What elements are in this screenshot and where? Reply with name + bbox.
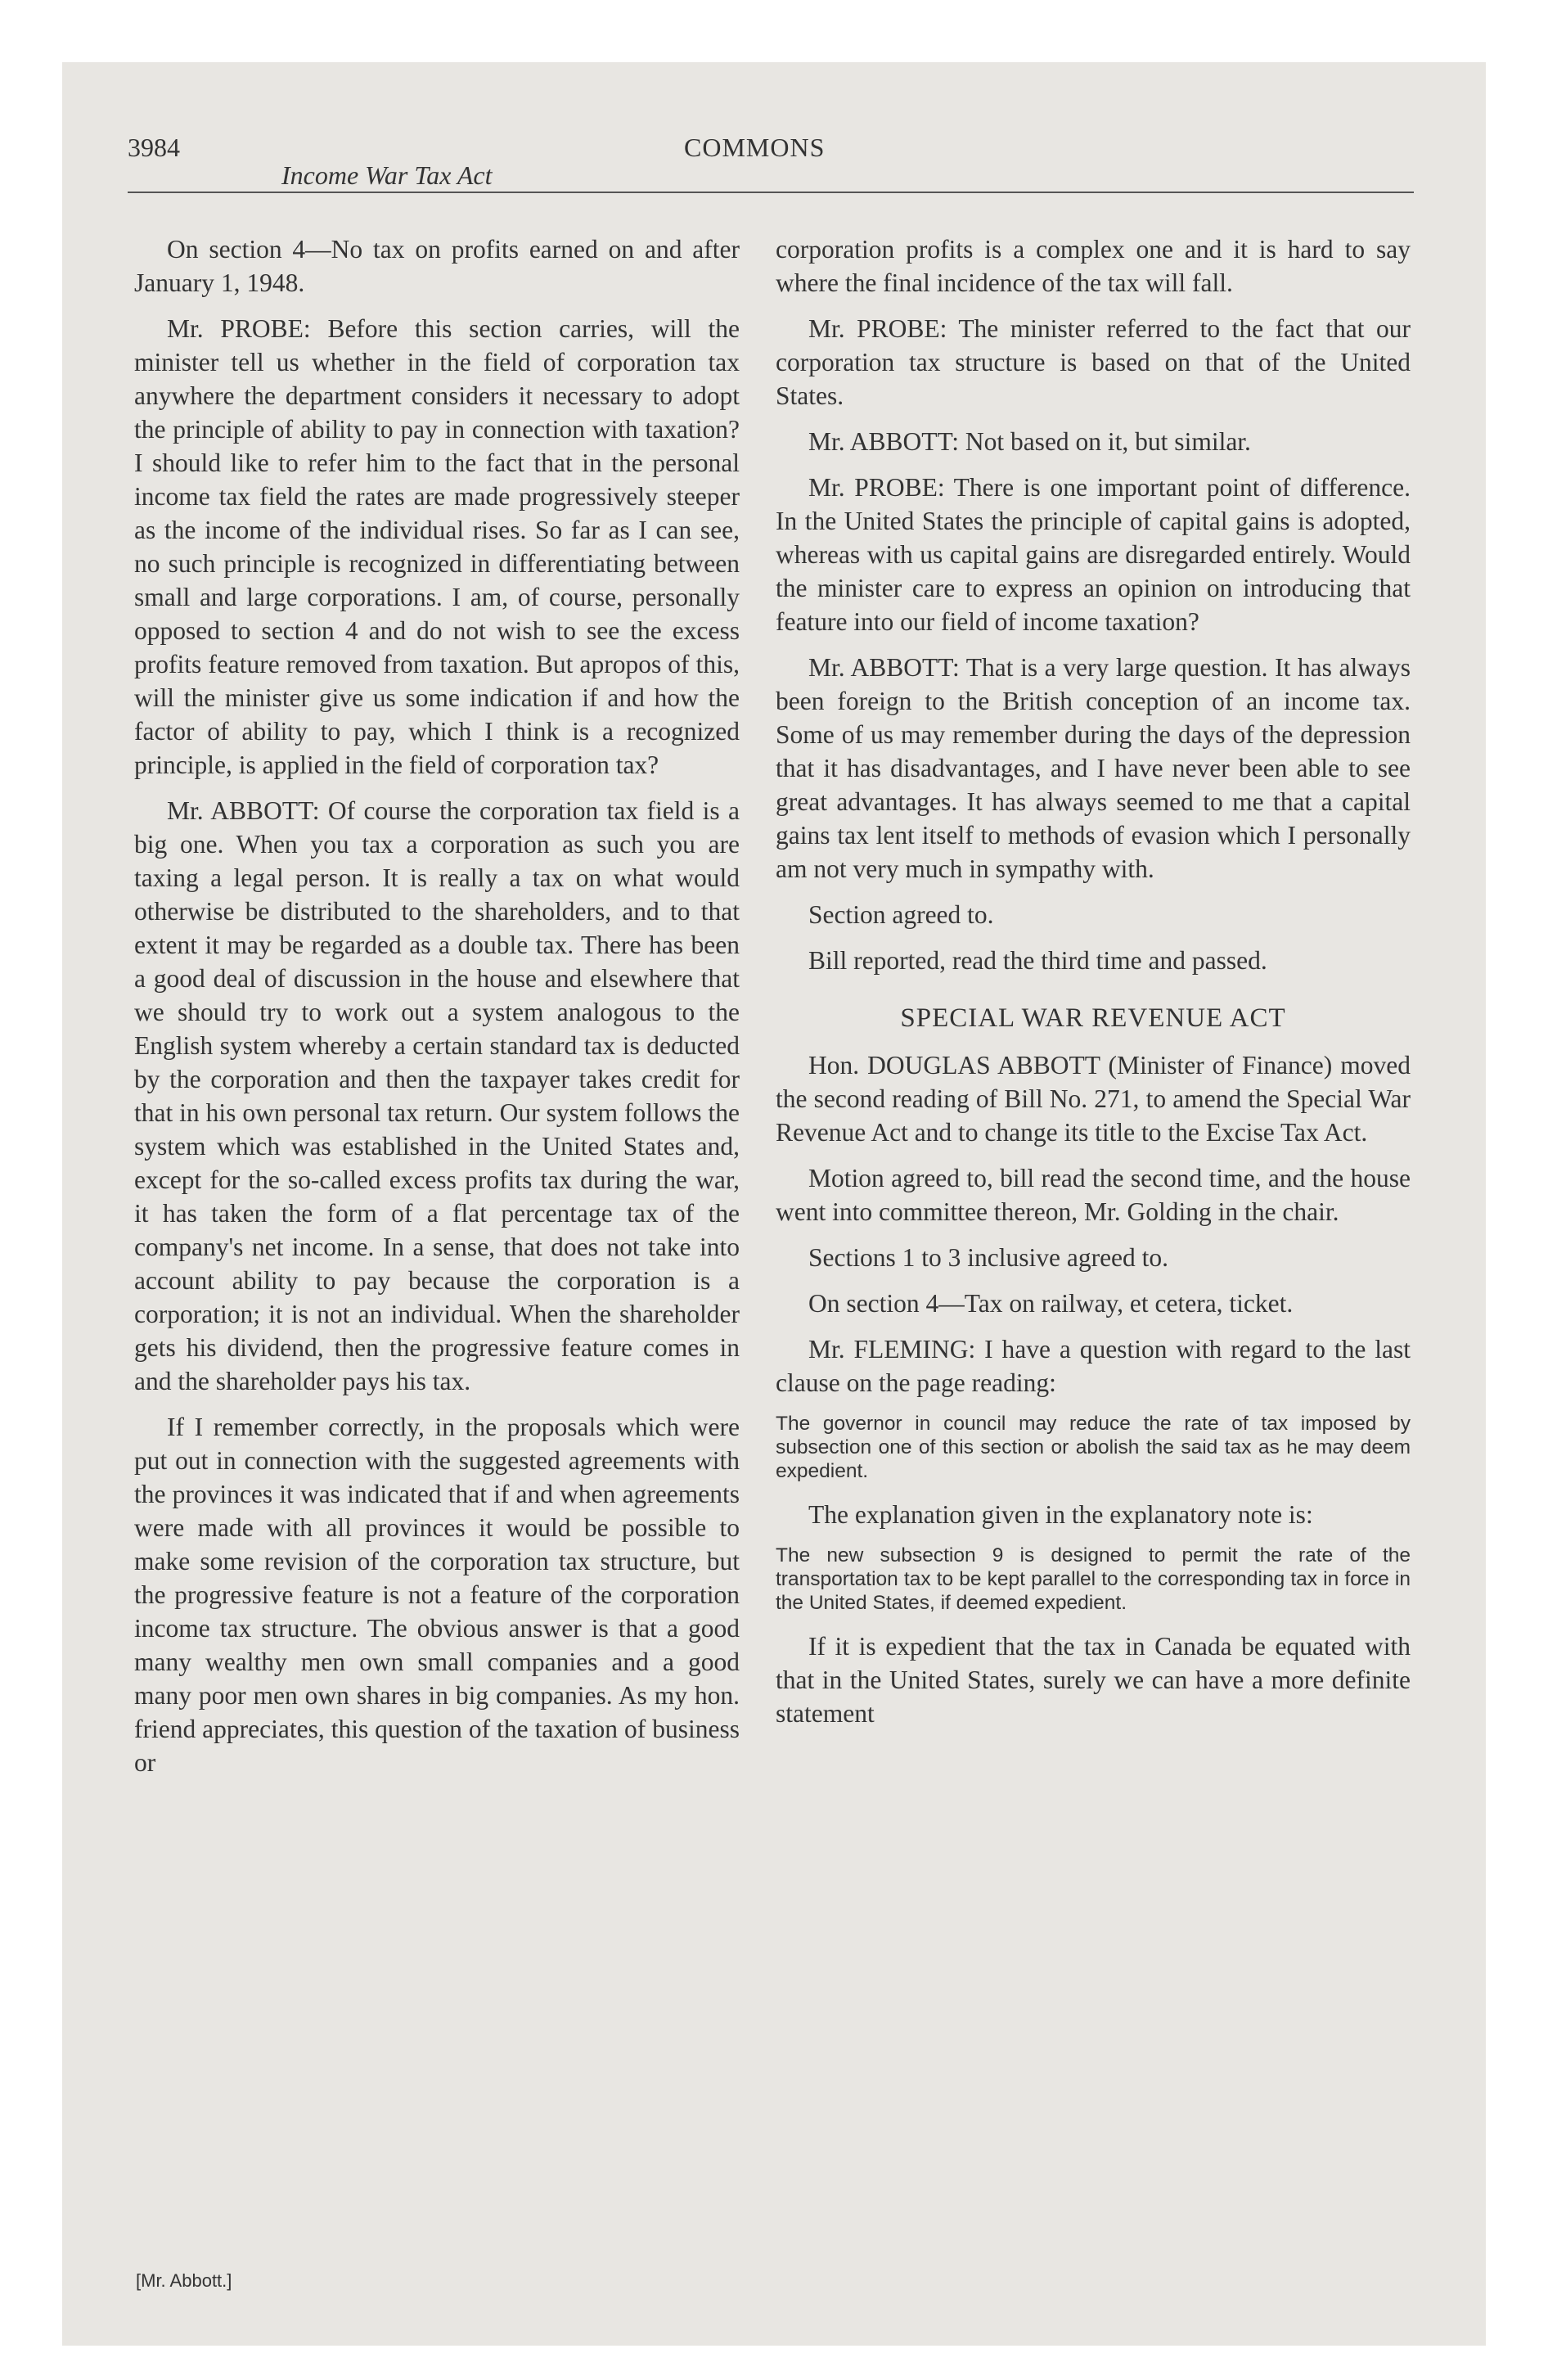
paragraph: If I remember correctly, in the proposals which were put out in connection with the suggested agreements with the provinces it was indicated that if and when agreements were made with all provinces it would be possible to make some revision of the corporation tax structure, but the progressive feature is not a feature of the corporation income tax structure. The obvious answer is that a good many wealthy men own small companies and a good many poor men own shares in big companies. As my hon. friend appreciates, this question of the taxation of business or [134, 1413, 740, 1777]
page-header [128, 133, 1414, 193]
quoted-text: The new subsection 9 is designed to permit the rate of the transportation tax to be kept parallel to the corresponding tax in force in the United States, if deemed expedient. [776, 1544, 1411, 1614]
paragraph: Mr. FLEMING: I have a question with regard to the last clause on the page reading: [776, 1335, 1411, 1397]
page-scan [62, 62, 1486, 2346]
paragraph: Mr. PROBE: The minister referred to the fact that our corporation tax structure is based on that of the United States. [776, 314, 1411, 410]
house-title: COMMONS [684, 133, 826, 162]
paragraph: On section 4—Tax on railway, et cetera, ticket. [808, 1289, 1294, 1318]
paragraph: The explanation given in the explanatory note is: [808, 1500, 1313, 1529]
paragraph: On section 4—No tax on profits earned on and after January 1, 1948. [134, 235, 740, 297]
running-title: Income War Tax Act [281, 160, 493, 190]
paragraph: Section agreed to. [808, 900, 994, 929]
left-column [134, 232, 740, 1792]
page-number: 3984 [128, 133, 180, 162]
paragraph: Mr. ABBOTT: Of course the corporation tax field is a big one. When you tax a corporation as such you are taxing a legal person. It is really a tax on what would otherwise be distributed to the shareholders, and to that extent it may be regarded as a double tax. There has been a good deal of discussion in the house and elsewhere that we should try to work out a system analogous to the English system whereby a certain standard tax is deducted by the corporation and then the taxpayer takes credit for that in his own personal tax return. Our system follows the system which was established in the United States and, except for the so-called excess profits tax during the war, it has taken the form of a flat percentage tax of the company's net income. In a sense, that does not take into account ability to pay because the corporation is a corporation; it is not an individual. When the shareholder gets his dividend, then the progressive feature comes in and the shareholder pays his tax. [134, 796, 740, 1395]
paragraph: Mr. PROBE: Before this section carries, will the minister tell us whether in the field of corporation tax anywhere the department considers it necessary to adopt the principle of ability to pay in connection with taxation? I should like to refer him to the fact that in the personal income tax field the rates are made progressively steeper as the income of the individual rises. So far as I can see, no such principle is recognized in differentiating between small and large corporations. I am, of course, personally opposed to section 4 and do not wish to see the excess profits feature removed from taxation. But apropos of this, will the minister give us some indication if and how the factor of ability to pay, which I think is a recognized principle, is applied in the field of corporation tax? [134, 314, 740, 779]
paragraph: corporation profits is a complex one and it is hard to say where the final incidence of the tax will fall. [776, 235, 1411, 297]
paragraph: Mr. ABBOTT: That is a very large question. It has always been foreign to the British conception of an income tax. Some of us may remember during the days of the depression that it has disadvantages, and I have never been able to see great advantages. It has always seemed to me that a capital gains tax lent itself to methods of evasion which I personally am not very much in sympathy with. [776, 653, 1411, 883]
quoted-text: The governor in council may reduce the rate of tax imposed by subsection one of this section or abolish the said tax as he may deem expedient. [776, 1413, 1411, 1482]
paragraph: Motion agreed to, bill read the second time, and the house went into committee thereon, Mr. Golding in the chair. [776, 1164, 1411, 1226]
footer-speaker: [Mr. Abbott.] [136, 2270, 232, 2291]
paragraph: Mr. PROBE: There is one important point of difference. In the United States the principle of capital gains is adopted, whereas with us capital gains are disregarded entirely. Would the minister care to express an opinion on introducing that feature into our field of income taxation? [776, 473, 1411, 636]
paragraph: Hon. DOUGLAS ABBOTT (Minister of Finance) moved the second reading of Bill No. 271, to amend the Special War Revenue Act and to change its title to the Excise Tax Act. [776, 1051, 1411, 1147]
section-heading: SPECIAL WAR REVENUE ACT [900, 1003, 1286, 1033]
paragraph: Sections 1 to 3 inclusive agreed to. [808, 1243, 1169, 1272]
right-column [776, 232, 1411, 1742]
paragraph: Bill reported, read the third time and passed. [808, 946, 1267, 975]
paragraph: Mr. ABBOTT: Not based on it, but similar. [808, 427, 1251, 456]
paragraph: If it is expedient that the tax in Canada be equated with that in the United States, surely we can have a more definite statement [776, 1632, 1411, 1728]
